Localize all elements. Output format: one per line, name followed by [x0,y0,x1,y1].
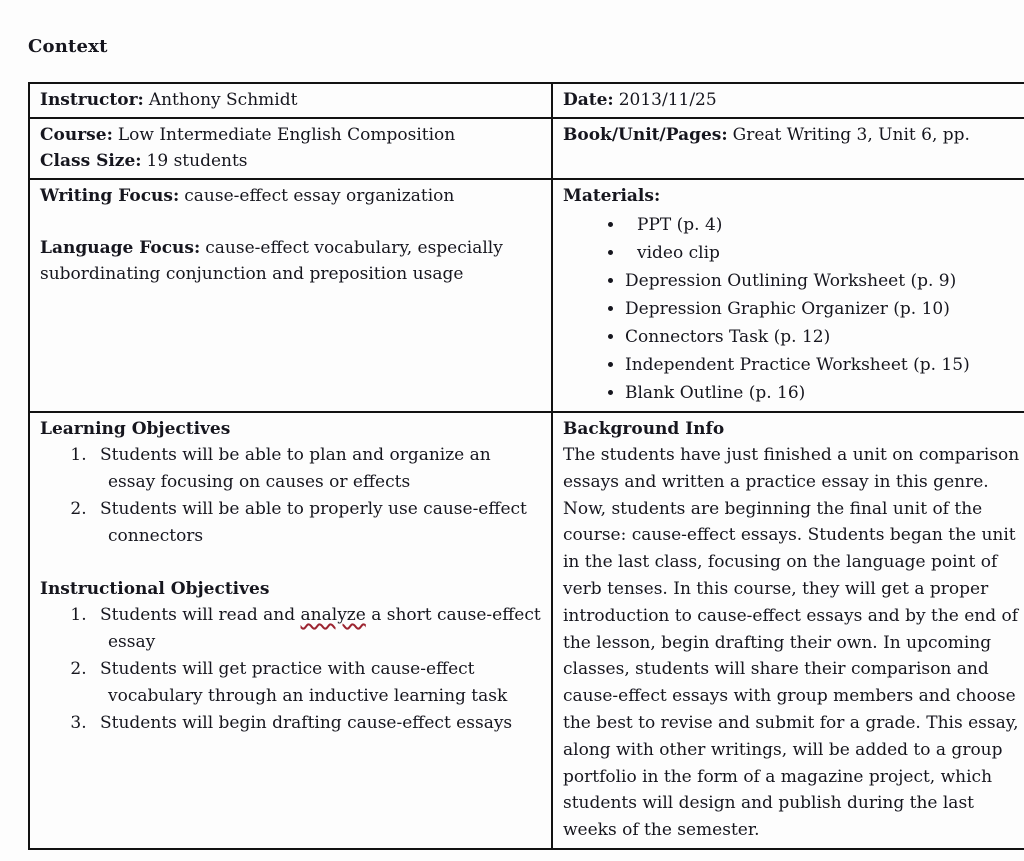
materials-cell [552,179,1024,412]
writing-focus-value: cause-effect essay organization [184,186,455,206]
list-item: • PPT (p. 4) [625,211,1024,239]
spellcheck-marked-word: analyze [300,605,366,625]
instructional-objectives-label: Instructional Objectives [40,579,270,599]
class-size-label: Class Size: [40,151,142,171]
learning-objectives-list [40,442,541,550]
list-item: • video clip [625,239,1024,267]
background-cell [552,412,1024,849]
materials-label: Materials: [563,186,661,206]
instructor-label: Instructor: [40,90,144,110]
instructor-value: Anthony Schmidt [148,90,298,110]
instructor-cell [29,83,552,118]
language-focus-value: cause-effect vocabulary, especially subordinating conjunction and preposition usage [40,238,503,284]
book-label: Book/Unit/Pages: [563,125,728,145]
table-row [29,118,1024,179]
page-title: Context [28,36,108,57]
date-label: Date: [563,90,614,110]
objectives-cell [29,412,552,849]
course-value: Low Intermediate English Composition [117,125,456,145]
list-item: • Independent Practice Worksheet (p. 15) [625,351,1024,379]
objective-text-pre: Students will read and [100,605,301,625]
list-item: 2. Students will get practice with cause-effect vocabulary through an inductive learning task [92,656,541,710]
class-size-value: 19 students [146,151,248,171]
book-value: Great Writing 3, Unit 6, pp. [732,125,970,145]
book-cell [552,118,1024,179]
table-row [29,83,1024,118]
instructional-objectives-list [40,602,541,737]
writing-focus-label: Writing Focus: [40,186,180,206]
language-focus-label: Language Focus: [40,238,201,258]
list-item: 2. Students will be able to properly use cause-effect connectors [92,496,541,550]
objective-text-post: a short cause-effect essay [108,605,541,652]
course-label: Course: [40,125,113,145]
list-item: 1. Students will be able to plan and organize an essay focusing on causes or effects [92,442,541,496]
focus-cell [29,179,552,412]
context-table [28,82,1024,850]
spacer [40,209,541,235]
list-item: • Depression Outlining Worksheet (p. 9) [625,267,1024,295]
background-text: The students have just finished a unit on comparison essays and written a practice essay in this genre. Now, students are beginning the final unit of the course: cause-effect essays. Students began the unit in the last class, focusing on the language point of verb tenses. In this course, they will get a proper introduction to cause-effect essays and by the end of the lesson, begin drafting their own. In upcoming classes, students will share their comparison and cause-effect essays with group members and choose the best to revise and submit for a grade. This essay, along with other writings, will be added to a group portfolio in the form of a magazine project, which students will design and publish during the last weeks of the semester. [563,445,1020,841]
list-item: 3. Students will begin drafting cause-effect essays [92,710,541,737]
course-cell [29,118,552,179]
table-row [29,179,1024,412]
course-line [40,122,541,148]
date-cell [552,83,1024,118]
background-label: Background Info [563,419,725,439]
learning-objectives-label: Learning Objectives [40,419,231,439]
spacer [40,550,541,576]
list-item: • Blank Outline (p. 16) [625,379,1024,407]
materials-list [563,211,1024,407]
class-size-line [40,148,541,174]
list-item: • Depression Graphic Organizer (p. 10) [625,295,1024,323]
list-item [92,602,541,656]
language-focus-line [40,235,541,287]
list-item: • Connectors Task (p. 12) [625,323,1024,351]
date-value: 2013/11/25 [618,90,717,110]
writing-focus-line [40,183,541,209]
table-row [29,412,1024,849]
